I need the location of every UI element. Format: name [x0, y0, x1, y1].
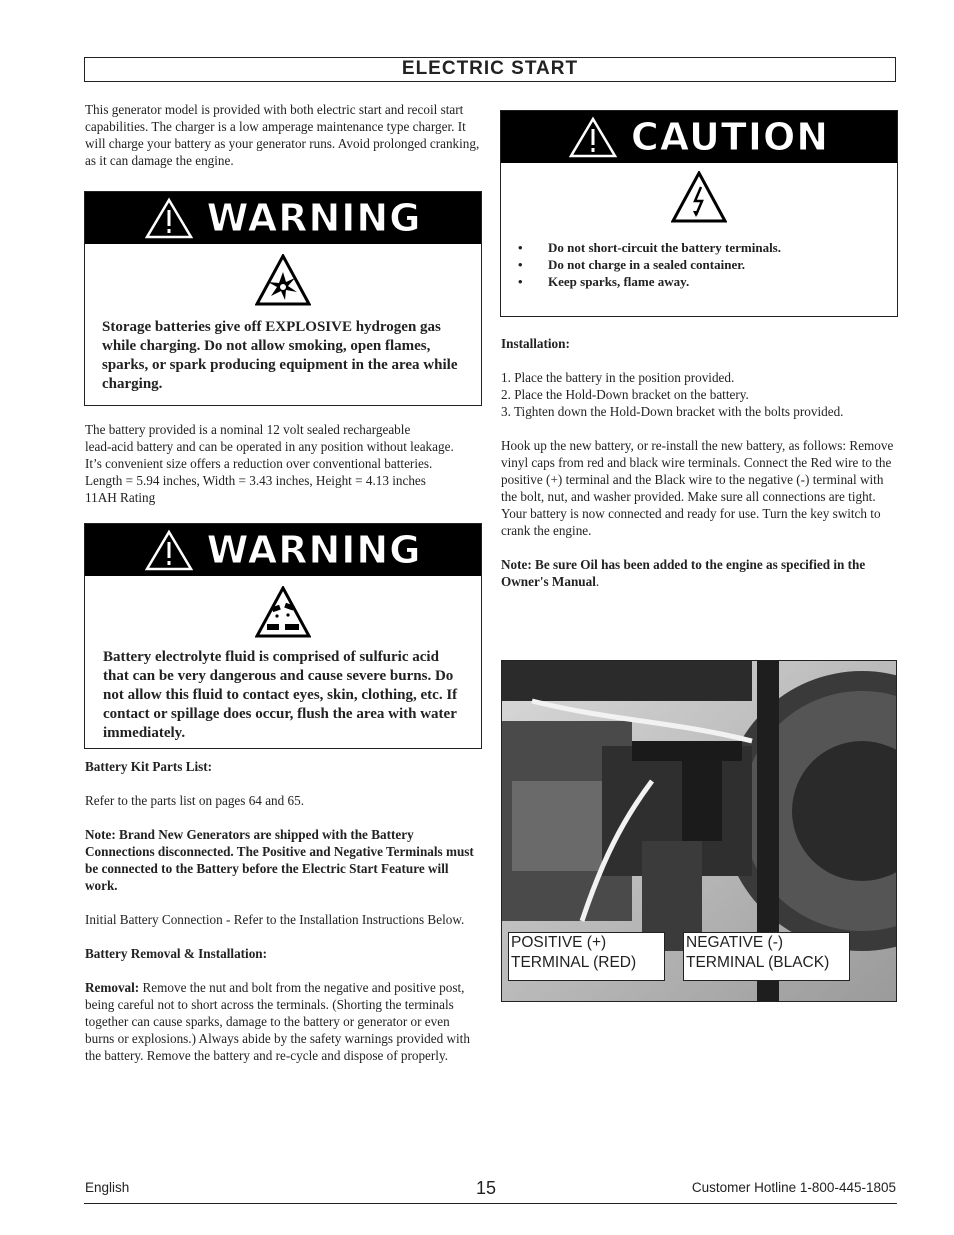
caution-item: • Do not charge in a sealed container. [518, 256, 887, 273]
page-title: ELECTRIC START [401, 58, 579, 79]
footer-divider [84, 1203, 897, 1204]
warning-word: WARNING [206, 528, 422, 572]
caution-header [501, 111, 897, 163]
kit-refer: Refer to the parts list on pages 64 and 65. [85, 793, 305, 808]
section-title-bar [84, 57, 896, 82]
installation-step: 3. Tighten down the Hold-Down bracket with the bolts provided. [501, 404, 844, 419]
intro-paragraph: This generator model is provided with both electric start and recoil start capabilities. The charger is a low amperage maintenance type charger. It will charge your battery as your generator runs. Avoid prolonged cranking, as it can damage the engine. [85, 102, 480, 168]
warning-box-electrolyte [84, 523, 482, 749]
negative-terminal-label: NEGATIVE (-) TERMINAL (BLACK) [683, 932, 850, 981]
kit-initial: Initial Battery Connection - Refer to the Installation Instructions Below. [85, 912, 465, 927]
battery-kit-section [85, 758, 480, 1064]
removal-paragraph: Removal: Remove the nut and bolt from the negative and positive post, being careful not to short across the terminals. (Shorting the terminals together can cause sparks, damage to the battery or generator or even burns or explosions.) Always abide by the safety warnings provided with the battery. Remove the battery and re-cycle and dispose of properly. [85, 980, 470, 1063]
explosion-icon [255, 254, 311, 306]
hookup-paragraph: Hook up the new battery, or re-install the new battery, as follows: Remove vinyl caps from red and black wire terminals. Connect the Red wire to the positive (+) terminal and the Black wire to the negative (-) terminal with the bolt, nut, and washer provided. Make sure all connections are tight. Your battery is now connected and ready for use. Turn the key switch to crank the engine. [501, 438, 894, 538]
warning-word: WARNING [206, 196, 422, 240]
warning-box-explosive [84, 191, 482, 406]
warning-header [85, 524, 481, 576]
caution-word: CAUTION [630, 115, 830, 159]
caution-box [500, 110, 898, 317]
caution-item: • Do not short-circuit the battery terminals. [518, 239, 887, 256]
warning-message: Storage batteries give off EXPLOSIVE hydrogen gas while charging. Do not allow smoking, open flames, sparks, or spark producing equipment in the area while charging. [102, 319, 458, 392]
installation-section [501, 335, 899, 590]
corrosive-icon [255, 586, 311, 638]
battery-description: The battery provided is a nominal 12 volt sealed rechargeable lead-acid battery and can be operated in any position without leakage. It’s convenient size offers a reduction over conventional batteries. Length = 5.94 inches, Width = 3.43 inches, Height = 4.13 inches 11AH Rating [85, 422, 454, 505]
warning-message: Battery electrolyte fluid is comprised of sulfuric acid that can be very dangerous and cause severe burns. Do not allow this fluid to contact eyes, skin, clothing, etc. If contact or spillage does occur, flush the area with water immediately. [103, 649, 458, 741]
footer-language: English [85, 1180, 130, 1195]
installation-heading: Installation: [501, 336, 570, 351]
alert-triangle-icon [145, 529, 193, 571]
caution-item: • Keep sparks, flame away. [518, 273, 887, 290]
positive-terminal-label: POSITIVE (+) TERMINAL (RED) [508, 932, 665, 981]
installation-step: 2. Place the Hold-Down bracket on the battery. [501, 387, 749, 402]
alert-triangle-icon [569, 116, 617, 158]
warning-header [85, 192, 481, 244]
kit-heading: Battery Kit Parts List: [85, 759, 213, 774]
alert-triangle-icon [145, 197, 193, 239]
caution-list [518, 239, 887, 290]
footer-hotline: Customer Hotline 1-800-445-1805 [691, 1180, 896, 1195]
removal-heading: Battery Removal & Installation: [85, 946, 268, 961]
page-number: 15 [476, 1178, 497, 1198]
electric-shock-icon [671, 171, 727, 223]
oil-note: Note: Be sure Oil has been added to the engine as specified in the Owner's Manual. [501, 557, 866, 589]
battery-photo [501, 660, 897, 1002]
installation-step: 1. Place the battery in the position provided. [501, 370, 735, 385]
kit-note: Note: Brand New Generators are shipped with the Battery Connections disconnected. The Positive and Negative Terminals must be connected to the Battery before the Electric Start Feature will work. [85, 827, 474, 893]
